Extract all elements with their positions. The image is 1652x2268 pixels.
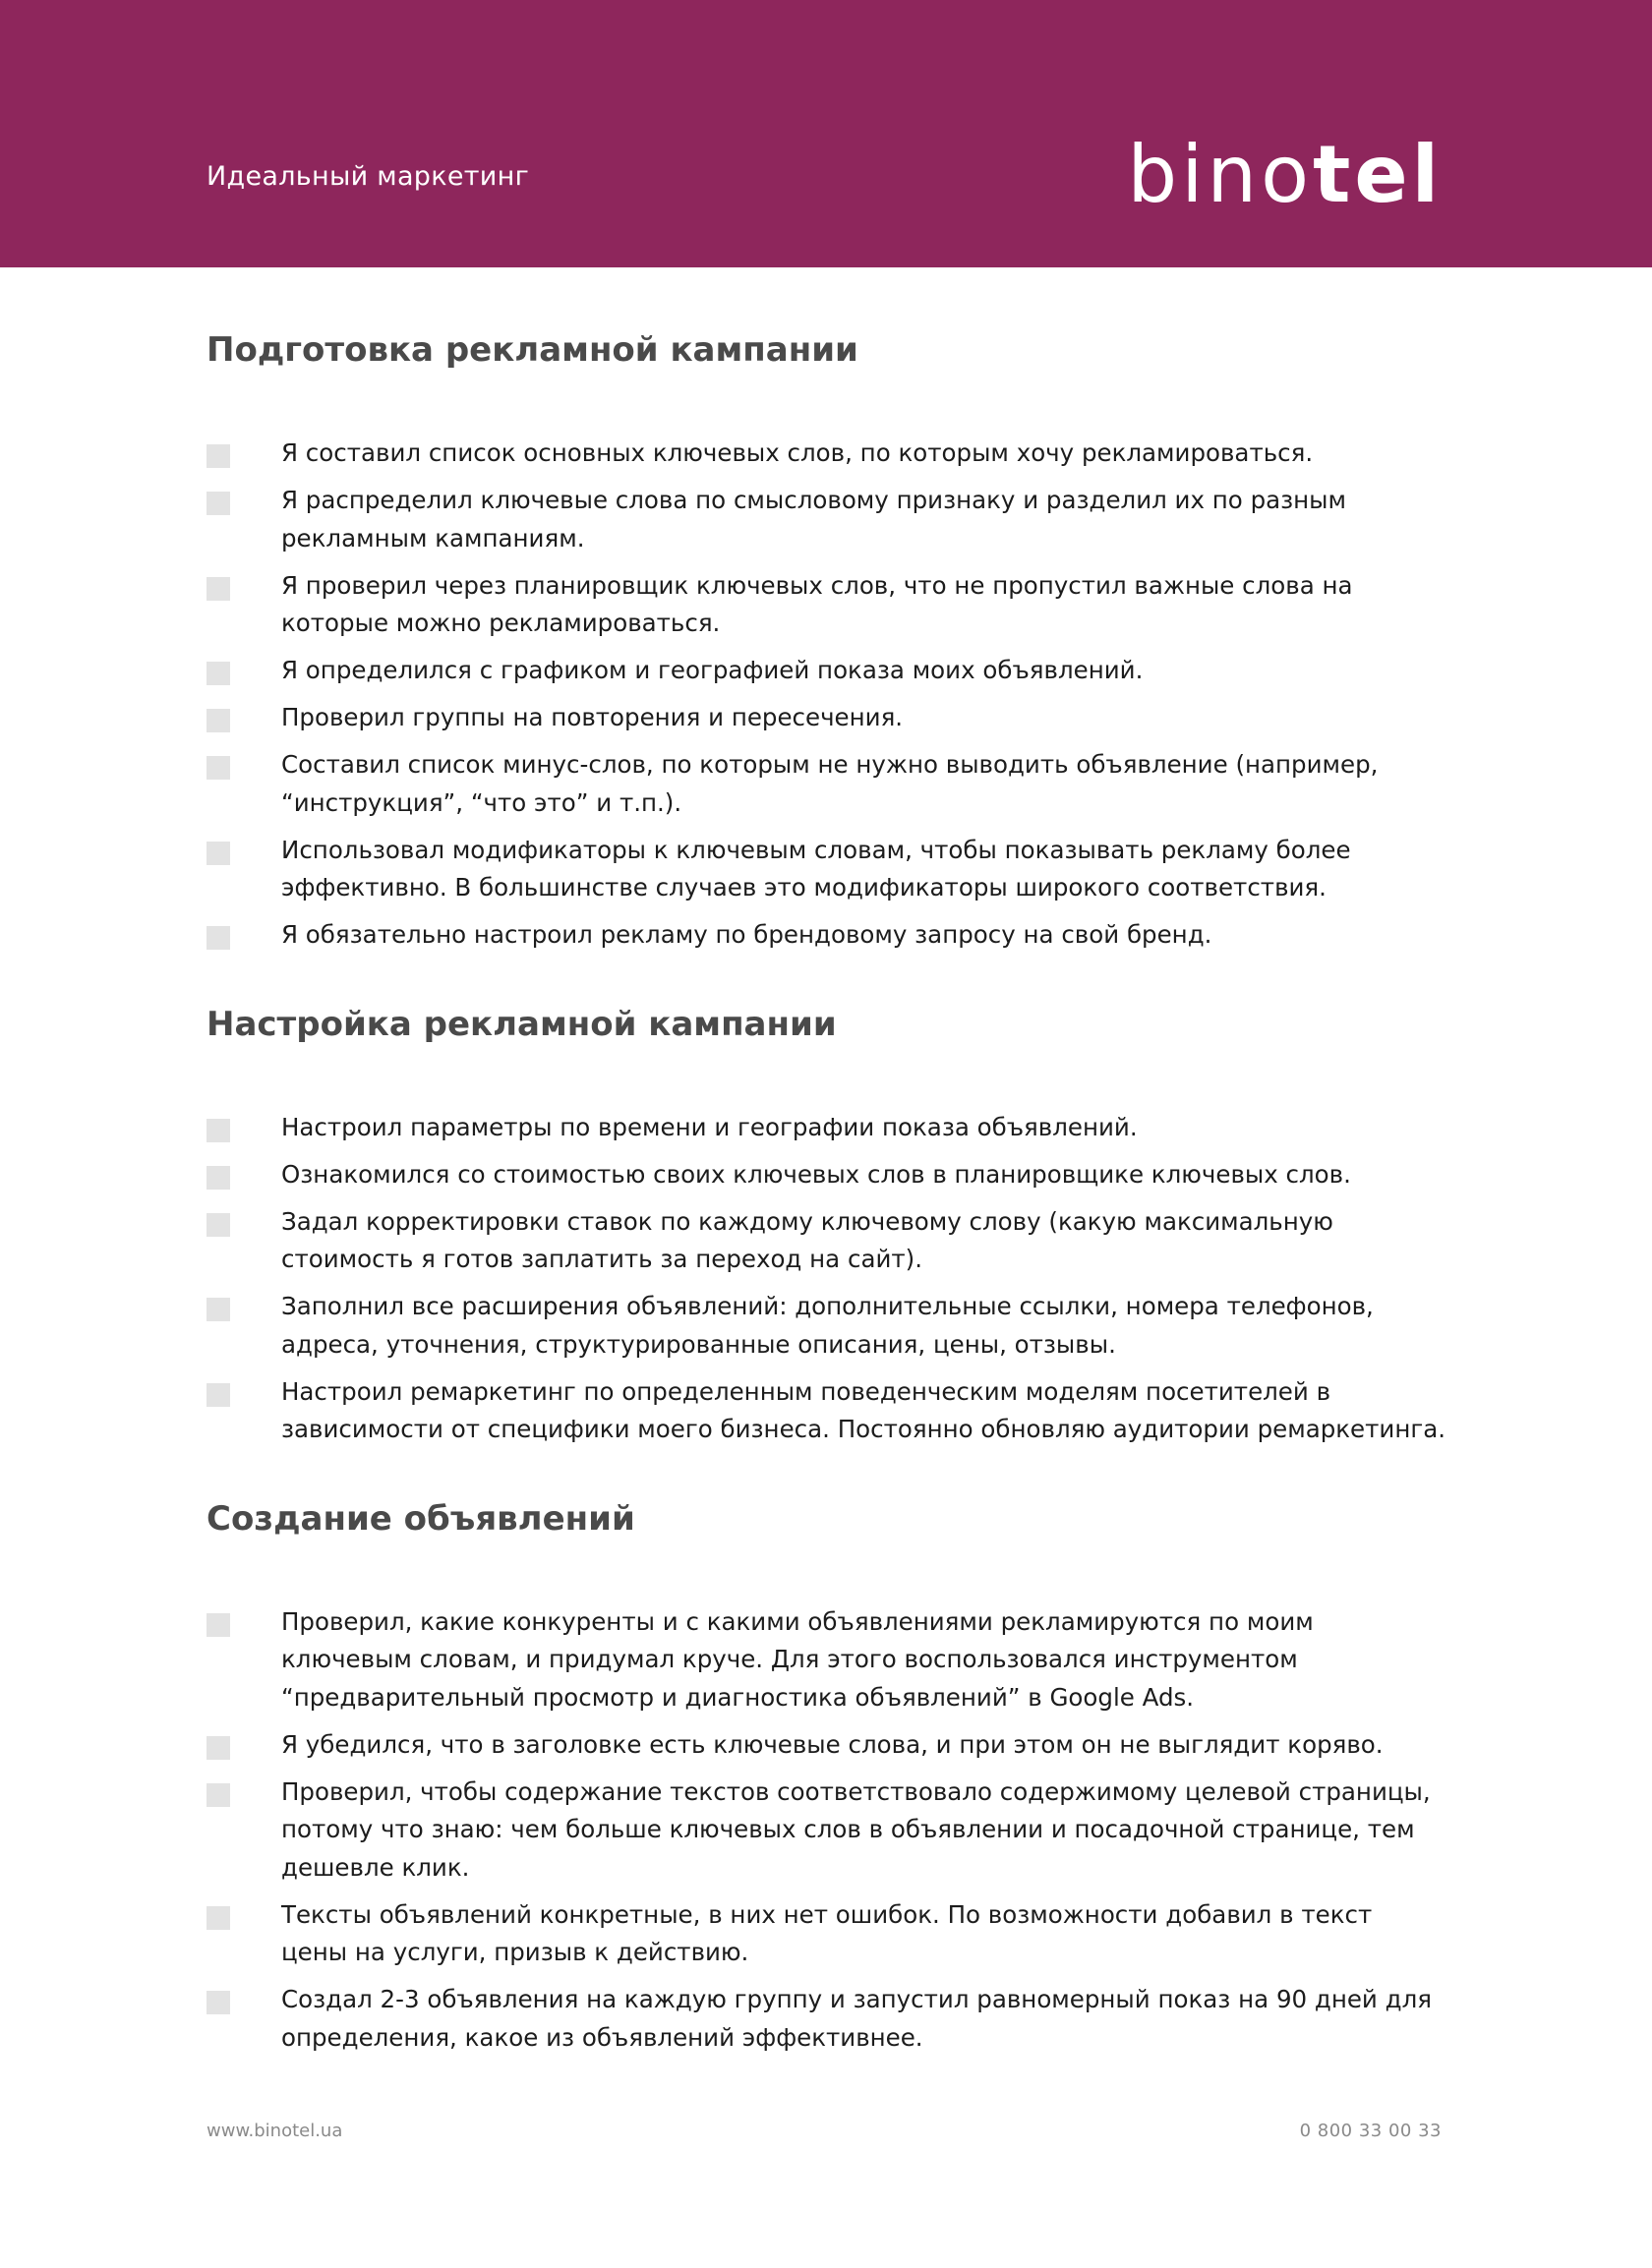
checklist-item-text: Я распределил ключевые слова по смысловому признаку и разделил их по разным рекламным кампаниям. [281,486,1347,552]
checkbox[interactable] [206,1736,230,1760]
checklist-item-text: Я обязательно настроил рекламу по брендовому запросу на свой бренд. [281,920,1212,949]
section-title: Подготовка рекламной кампании [206,330,858,370]
section-preparation [206,324,1446,955]
checklist-item [206,832,1446,907]
checkbox[interactable] [206,1166,230,1190]
checklist-item [206,699,1446,737]
checklist-item-text: Я убедился, что в заголовке есть ключевые слова, и при этом он не выглядит коряво. [281,1729,1384,1759]
checkbox[interactable] [206,1991,230,2014]
logo-bold-part: tel [1313,129,1443,220]
checklist-item [206,916,1446,955]
checkbox[interactable] [206,577,230,601]
footer-phone: 0 800 33 00 33 [1299,2121,1442,2141]
checklist [206,1109,1446,1449]
checklist-item-text: Задал корректировки ставок по каждому ключевому слову (какую максимальную стоимость я готов заплатить за переход на сайт). [281,1206,1333,1273]
checklist-item-text: Создал 2-3 объявления на каждую группу и запустил равномерный показ на 90 дней для определения, какое из объявлений эффективнее. [281,1985,1432,2052]
checklist-item [206,482,1446,557]
checklist-item [206,1203,1446,1279]
checklist-item [206,1726,1446,1765]
checklist-item [206,1156,1446,1194]
checklist-item [206,1896,1446,1972]
checkbox[interactable] [206,1783,230,1807]
checklist-item-text: Проверил, какие конкуренты и с какими объявлениями рекламируются по моим ключевым словам, и придумал круче. Для этого воспользовался инструментом “предварительный просмотр и диагностика объявлений” в Google Ads. [281,1606,1314,1712]
checklist-item [206,652,1446,690]
checkbox[interactable] [206,662,230,685]
checklist-item [206,746,1446,822]
checkbox[interactable] [206,1613,230,1637]
footer-website[interactable]: www.binotel.ua [206,2121,343,2141]
checklist-item [206,1373,1446,1449]
checkbox[interactable] [206,1213,230,1237]
checklist-item-text: Настроил параметры по времени и географии показа объявлений. [281,1112,1138,1141]
checkbox[interactable] [206,1906,230,1930]
checklist-item-text: Настроил ремаркетинг по определенным поведенческим моделям посетителей в зависимости от специфики моего бизнеса. Постоянно обновляю аудитории ремаркетинга. [281,1376,1446,1443]
checkbox[interactable] [206,444,230,468]
checklist-item-text: Ознакомился со стоимостью своих ключевых слов в планировщике ключевых слов. [281,1159,1351,1189]
checkbox[interactable] [206,1298,230,1321]
checkbox[interactable] [206,1119,230,1142]
checklist-item [206,435,1446,473]
section-ads [206,1493,1446,2058]
logo-light-part: bino [1127,129,1314,220]
checklist-item-text: Проверил, чтобы содержание текстов соответствовало содержимому целевой страницы, потому что знаю: чем больше ключевых слов в объявлении и посадочной странице, тем дешевле клик. [281,1776,1431,1882]
section-title: Настройка рекламной кампании [206,1004,837,1044]
checklist-item-text: Составил список минус-слов, по которым не нужно выводить объявление (например, “инструкция”, “что это” и т.п.). [281,750,1379,817]
checklist-item [206,1774,1446,1888]
checkbox[interactable] [206,1383,230,1407]
checklist [206,435,1446,955]
section-title: Создание объявлений [206,1498,635,1539]
checklist-item-text: Я составил список основных ключевых слов, по которым хочу рекламироваться. [281,438,1314,467]
checklist-item-text: Заполнил все расширения объявлений: дополнительные ссылки, номера телефонов, адреса, уточнения, структурированные описания, цены, отзывы. [281,1292,1374,1359]
header-title: Идеальный маркетинг [206,161,530,192]
checklist-item [206,1603,1446,1717]
checklist [206,1603,1446,2058]
checklist-item [206,1109,1446,1147]
checklist-item-text: Я определился с графиком и географией показа моих объявлений. [281,656,1144,684]
binotel-logo [1127,129,1443,220]
checkbox[interactable] [206,709,230,732]
checkbox[interactable] [206,842,230,865]
header-banner [0,0,1652,267]
section-setup [206,999,1446,1449]
checklist-item-text: Использовал модификаторы к ключевым словам, чтобы показывать рекламу более эффективно. В большинстве случаев это модификаторы широкого соответствия. [281,835,1351,901]
checkbox[interactable] [206,756,230,780]
checklist-item [206,1288,1446,1364]
checklist-item-text: Я проверил через планировщик ключевых слов, что не пропустил важные слова на которые можно рекламироваться. [281,570,1353,637]
checkbox[interactable] [206,492,230,515]
checklist-item-text: Проверил группы на повторения и пересечения. [281,703,904,731]
checklist-item-text: Тексты объявлений конкретные, в них нет ошибок. По возможности добавил в текст цены на услуги, призыв к действию. [281,1899,1373,1966]
checklist-item [206,567,1446,643]
checklist-content [206,324,1446,2066]
checklist-item [206,1981,1446,2057]
checkbox[interactable] [206,926,230,950]
